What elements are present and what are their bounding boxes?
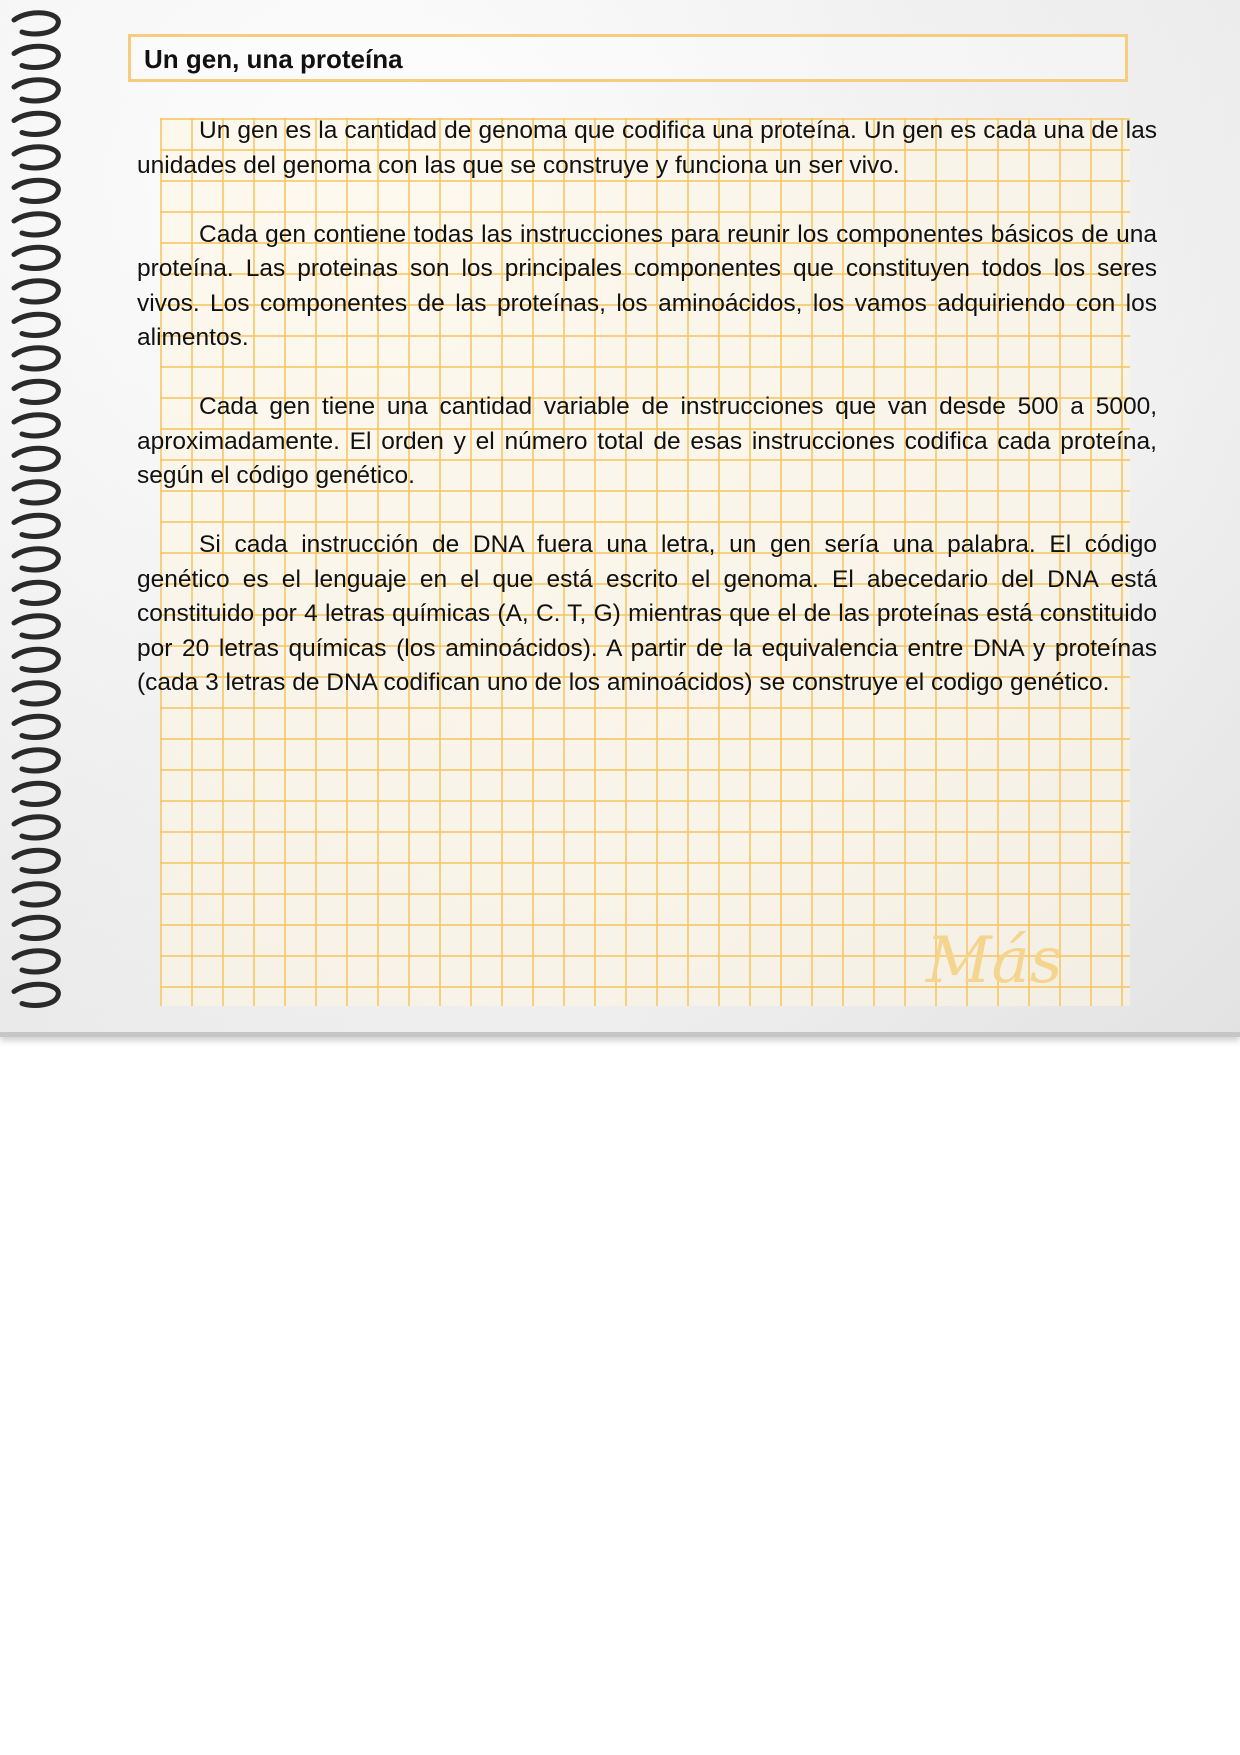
spiral-coil: [14, 549, 58, 570]
spiral-coil: [14, 147, 58, 168]
logo-text: Más: [926, 924, 1063, 998]
spiral-coil: [14, 817, 58, 838]
paragraph-4: Si cada instrucción de DNA fuera una letra, un gen sería una palabra. El código genético es el lenguaje en el que está escrito el genoma. El abecedario del DNA está constituido por 4 letras químicas (A, C. T, G) mientras que el de las proteínas está constituido por 20 letras químicas (los aminoácidos). A partir de la equivalencia entre DNA y proteínas (cada 3 letras de DNA codifican uno de los aminoácidos) se construye el codigo genético.: [137, 531, 1157, 696]
spiral-coil: [14, 381, 58, 402]
spiral-coil: [14, 951, 58, 972]
spiral-coil: [14, 917, 58, 938]
spiral-coil: [14, 482, 58, 503]
spiral-coil: [14, 113, 58, 134]
spiral-coil: [14, 80, 58, 101]
paragraph-3: Cada gen tiene una cantidad variable de instrucciones que van desde 500 a 5000, aproximadamente. El orden y el número total de esas instrucciones codifica cada proteína, según el código genético.: [137, 393, 1157, 489]
spiral-coil: [14, 783, 58, 804]
spiral-coil: [14, 448, 58, 469]
mas-logo: [922, 912, 1072, 1002]
spiral-coil: [14, 616, 58, 637]
spiral-coil: [14, 13, 58, 34]
spiral-coil: [14, 214, 58, 235]
spiral-coil: [14, 180, 58, 201]
spiral-coil: [14, 314, 58, 335]
paragraph-2: Cada gen contiene todas las instrucciones para reunir los componentes básicos de una proteína. Las proteinas son los principales componentes que constituyen todos los seres vivos. Los componentes de las proteínas, los aminoácidos, los vamos adquiriendo con los alimentos.: [137, 220, 1157, 351]
spiral-coil: [14, 984, 58, 1005]
body-text: [137, 114, 1157, 735]
page-title: Un gen, una proteína: [144, 44, 403, 74]
spiral-coil: [14, 750, 58, 771]
spiral-coil: [14, 348, 58, 369]
spiral-coil: [14, 649, 58, 670]
spiral-binding-icon: [0, 0, 80, 1032]
spiral-coil: [14, 46, 58, 67]
spiral-coil: [14, 582, 58, 603]
paragraph-1: Un gen es la cantidad de genoma que codifica una proteína. Un gen es cada una de las unidades del genoma con las que se construye y funciona un ser vivo.: [137, 117, 1157, 179]
spiral-coil: [14, 716, 58, 737]
spiral-coil: [14, 515, 58, 536]
spiral-coil: [14, 884, 58, 905]
spiral-coil: [14, 850, 58, 871]
spiral-coil: [14, 247, 58, 268]
spiral-coil: [14, 281, 58, 302]
spiral-coil: [14, 415, 58, 436]
spiral-coil: [14, 683, 58, 704]
